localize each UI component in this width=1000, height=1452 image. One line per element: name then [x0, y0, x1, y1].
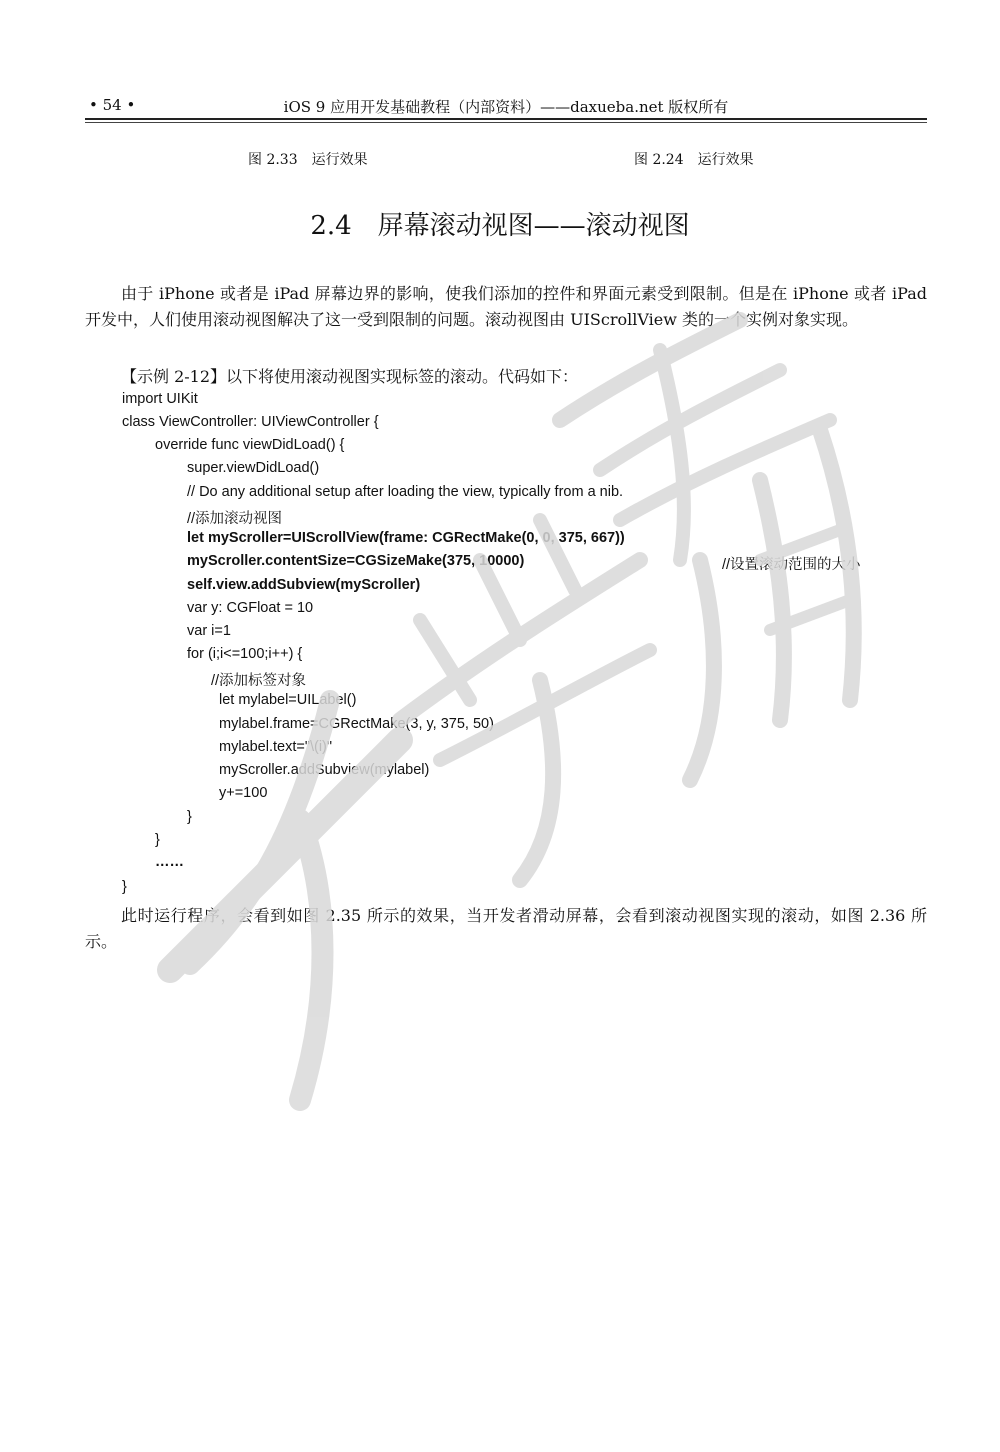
code-line: override func viewDidLoad() { [155, 437, 345, 453]
intro-paragraph: 由于 iPhone 或者是 iPad 屏幕边界的影响，使我们添加的控件和界面元素受到限制。但是在 iPhone 或者 iPad 开发中，人们使用滚动视图解决了这一受到限制的问题。滚动视图由 UIScrollView 类的一个实例对象实现。 [85, 284, 927, 329]
page-number: • 54 • [89, 96, 136, 114]
figure-caption-left: 图 2.33 运行效果 [248, 152, 368, 168]
running-header [85, 96, 927, 120]
code-line: self.view.addSubview(myScroller) [187, 577, 421, 593]
code-line: super.viewDidLoad() [187, 460, 320, 476]
code-line: } [122, 879, 127, 895]
code-line: //添加滚动视图 [187, 511, 283, 527]
code-line: import UIKit [122, 391, 198, 407]
code-line: } [155, 832, 160, 848]
code-line: y+=100 [219, 785, 268, 801]
example-label: 【示例 2-12】以下将使用滚动视图实现标签的滚动。代码如下： [121, 367, 579, 386]
code-line: //添加标签对象 [211, 673, 307, 689]
code-line: let myScroller=UIScrollView(frame: CGRectMake(0, 0, 375, 667)) [187, 530, 625, 546]
code-line: class ViewController: UIViewController { [122, 414, 379, 430]
code-line: } [187, 809, 192, 825]
code-line: var y: CGFloat = 10 [187, 600, 314, 616]
code-line: mylabel.text="\(i)" [219, 739, 333, 755]
code-line: let mylabel=UILabel() [219, 692, 357, 708]
code-line: // Do any additional setup after loading the view, typically from a nib. [187, 484, 624, 500]
inline-comment: //设置滚动范围的大小 [722, 557, 861, 573]
code-line: mylabel.frame=CGRectMake(3, y, 375, 50) [219, 716, 494, 732]
code-line: for (i;i<=100;i++) { [187, 646, 303, 662]
section-heading: 2.4 屏幕滚动视图——滚动视图 [310, 211, 690, 241]
code-line: myScroller.contentSize=CGSizeMake(375, 10000) [187, 553, 525, 569]
closing-paragraph: 此时运行程序，会看到如图 2.35 所示的效果，当开发者滑动屏幕，会看到滚动视图实现的滚动，如图 2.36 所示。 [85, 906, 927, 951]
figure-caption-right: 图 2.24 运行效果 [634, 152, 754, 168]
code-line: var i=1 [187, 623, 231, 639]
code-line: …… [155, 854, 184, 870]
header-title: iOS 9 应用开发基础教程（内部资料）——daxueba.net 版权所有 [283, 98, 729, 116]
code-line: myScroller.addSubview(mylabel) [219, 762, 430, 778]
